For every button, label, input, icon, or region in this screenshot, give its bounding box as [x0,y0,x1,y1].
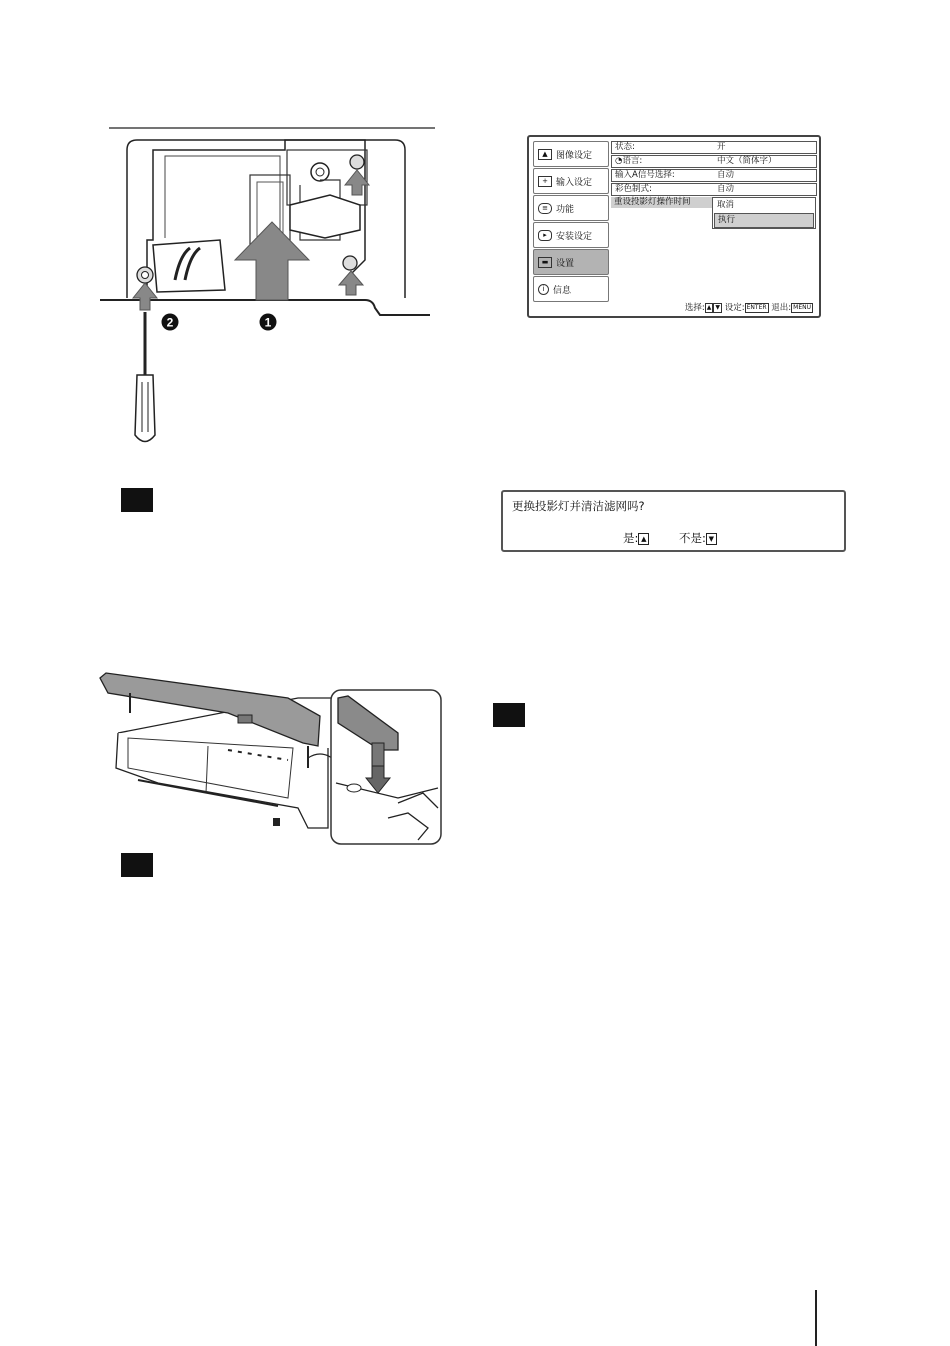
lamp-cover-figure [98,668,444,846]
info-icon: i [538,284,549,295]
row-key: 状态: [615,142,635,152]
picture-icon: ▲ [538,149,552,160]
row-value: 自动 [717,170,735,180]
no-label: 不是: [679,531,706,545]
row-key: 彩色制式: [615,184,652,194]
osd-row-language[interactable] [611,155,817,168]
dialog-message: 更换投影灯并清洁滤网吗? [512,499,645,513]
dialog-yes-option[interactable] [623,530,649,546]
osd-setup-menu [527,135,821,318]
note-marker [121,488,153,512]
tab-setup[interactable] [533,249,609,275]
callout-2 [162,314,179,331]
up-arrow-key-icon: ▲ [706,303,712,311]
osd-row-color-system[interactable] [611,183,817,196]
tab-label: 输入设定 [556,177,593,188]
tab-input[interactable] [533,168,609,194]
up-arrow-key-icon: ▲ [638,533,649,545]
tab-picture[interactable] [533,141,609,167]
callout-1 [260,314,277,331]
input-icon: + [538,176,552,187]
tab-function[interactable] [533,195,609,221]
tab-label: 图像设定 [556,150,593,161]
row-value: 中文（简体字） [717,156,777,166]
svg-text:2: 2 [166,315,174,330]
osd-row-status[interactable] [611,141,817,154]
row-key: 输入A信号选择: [615,170,675,180]
svg-text:1: 1 [264,315,272,330]
tab-label: 功能 [556,204,575,215]
tab-label: 设置 [556,258,575,269]
function-icon: ≡ [538,203,552,214]
note-marker [121,853,153,877]
yes-label: 是: [623,531,639,545]
tab-label: 信息 [553,285,572,296]
popup-cancel[interactable]: 取消 [717,200,735,210]
lamp-replace-confirm-dialog [501,490,846,552]
tab-label: 安装设定 [556,231,593,242]
popup-execute[interactable]: 执行 [714,213,814,228]
menu-key: MENU [793,303,811,311]
row-key: 语言: [622,156,643,166]
row-key: 重设投影灯操作时间 [614,197,691,207]
osd-menu-tabs [533,141,609,303]
language-icon: ◔ [615,156,623,166]
enter-key: ENTER [746,303,767,311]
osd-row-lamp-timer-reset[interactable] [611,197,713,208]
osd-row-input-a-signal[interactable] [611,169,817,182]
tab-info[interactable] [533,276,609,302]
note-marker [493,703,525,727]
lamp-reset-popup [712,197,816,229]
tab-installation[interactable] [533,222,609,248]
lamp-removal-figure [95,120,440,455]
down-arrow-key-icon: ▼ [706,533,717,545]
row-value: 自动 [717,184,735,194]
osd-footer: 选择: ▲ ▼ 设定: ENTER 退出: MENU [684,303,811,313]
down-arrow-key-icon: ▼ [715,303,721,311]
setup-icon: ▬ [538,257,552,268]
row-value: 开 [717,142,726,152]
installation-icon: ▸ [538,230,552,241]
page-edge-rule [815,1290,817,1346]
footer-exit-label: 退出 [771,303,789,313]
dialog-no-option[interactable] [679,530,717,546]
footer-select-label: 选择 [684,303,702,313]
footer-set-label: 设定 [724,303,742,313]
